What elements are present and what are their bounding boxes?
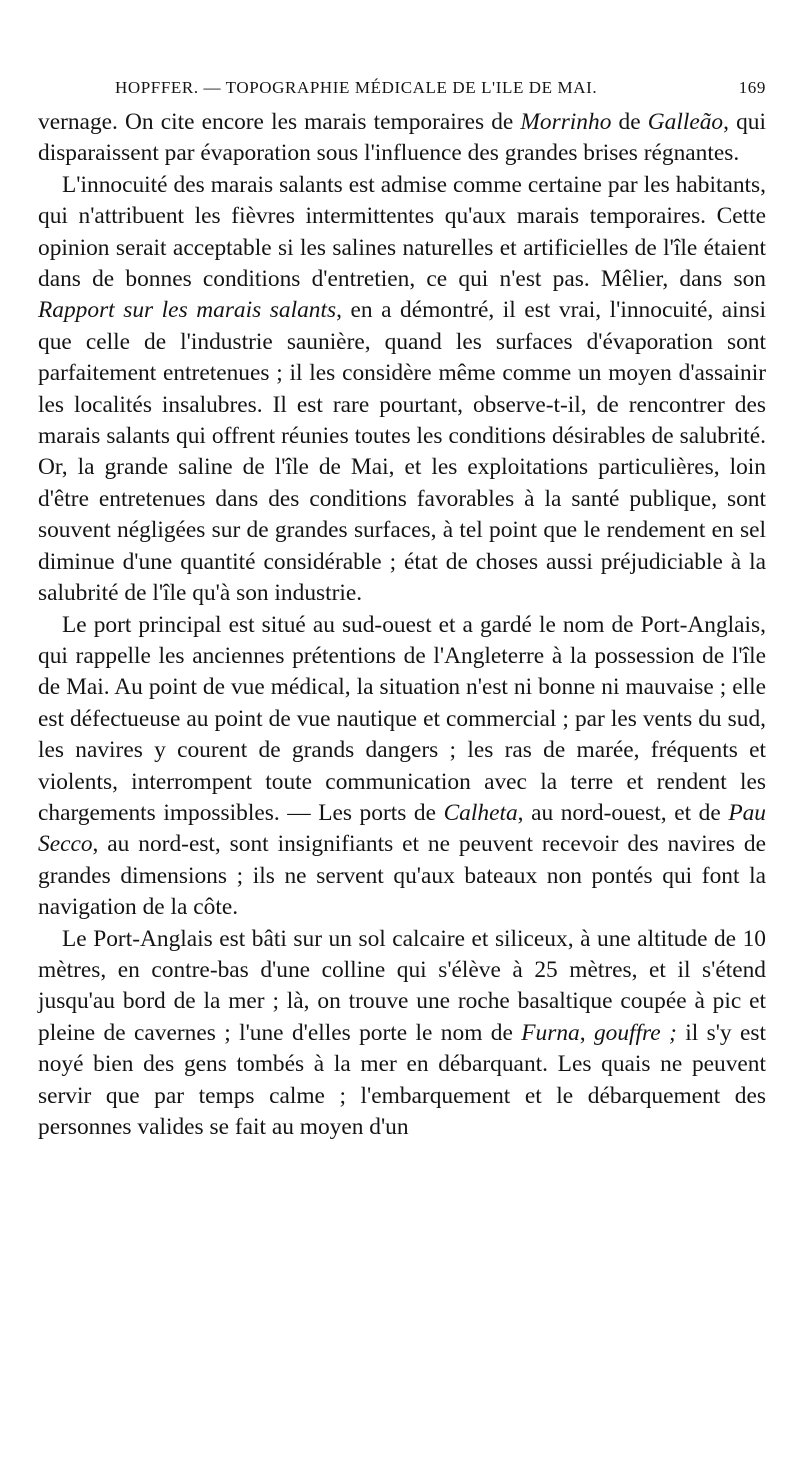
paragraph-3 [38,610,766,924]
place-name-morrinho: Morrinho [520,109,612,135]
text-segment: , au nord-est, sont insignifiants et ne peuvent recevoir des navires de grandes dimensions ; ils ne servent qu'aux bateaux non pontés qui font la navigation de la côte. [38,831,766,921]
term-gouffre: gouffre ; [593,1019,677,1046]
running-header [38,68,766,100]
text-segment: Le Port-Anglais est bâti sur un sol calcaire et siliceux, à une altitude de 10 mètres, en contre-bas d'une colline qui s'élève à 25 mètres, et il s'étend jusqu'au bord de la mer ; là, on trouve une roche basaltique coupée à pic et pleine de cavernes ; l'une d'elles porte le nom de [38,925,766,1046]
place-name-galleao: Galleão [647,109,724,135]
text-segment: de [611,109,648,135]
paragraph-1 [38,107,766,170]
text-segment: , au nord-ouest, et de [517,799,729,826]
place-name-pau-secco: Pau Secco [38,799,766,858]
text-segment: L'innocuité des marais salants est admise comme certaine par les habitants, qui n'attribuent les fièvres intermittentes qu'aux marais temporaires. Cette opinion serait acceptable si les salines naturelles et artificielles de l'île étaient dans de bonnes conditions d'entretien, ce qui n'est pas. Mêlier, dans son [38,171,766,293]
page-number: 169 [738,78,766,97]
body-text [38,107,766,1143]
paragraph-2 [38,170,766,610]
text-segment: il s'y est noyé bien des gens tombés à la mer en débarquant. Les quais ne peuvent servir que par temps calme ; l'embarquement et le débarquement des personnes valides se fait au moyen d'un [38,1019,766,1140]
text-segment: vernage. On cite encore les marais temporaires de [38,109,521,135]
paragraph-4 [38,924,766,1144]
place-name-calheta: Calheta [443,799,518,826]
text-segment: , [579,1019,594,1046]
running-title: HOPFFER. — TOPOGRAPHIE MÉDICALE DE L'ILE DE MAI. [115,78,598,97]
text-segment: , en a démontré, il est vrai, l'innocuité, ainsi que celle de l'industrie saunière, quand les surfaces d'évaporation sont parfaitement entretenues ; il les considère même comme un moyen d'assainir les localités insalubres. Il est rare pourtant, observe-t-il, de rencontrer des marais salants qui offrent réunies toutes les conditions désirables de salubrité. Or, la grande saline de l'île de Mai, et les exploitations particulières, loin d'être entretenues dans des conditions favorables à la santé publique, sont souvent négligées sur de grandes surfaces, à tel point que le rendement en sel diminue d'une quantité considérable ; état de choses aussi préjudiciable à la salubrité de l'île qu'à son industrie. [38,297,766,607]
text-segment: , qui disparaissent par évaporation sous l'influence des grandes brises régnantes. [38,109,766,167]
work-title-rapport: Rapport sur les marais salants [38,297,337,324]
place-name-furna: Furna [521,1019,580,1046]
text-segment: Le port principal est situé au sud-ouest et a gardé le nom de Port-Anglais, qui rappelle les anciennes prétentions de l'Angleterre à la possession de l'île de Mai. Au point de vue médical, la situation n'est ni bonne ni mauvaise ; elle est défectueuse au point de vue nautique et commercial ; par les vents du sud, les navires y courent de grands dangers ; les ras de marée, fréquents et violents, interrompent toute communication avec la terre et rendent les chargements impossibles. — Les ports de [38,611,766,826]
book-page [38,0,766,1469]
